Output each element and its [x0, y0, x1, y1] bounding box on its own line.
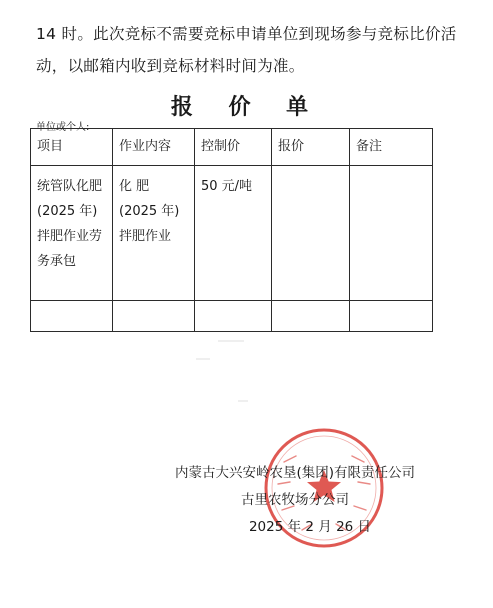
unit-label: 单位或个人:	[36, 122, 90, 133]
table-blank-row	[31, 301, 433, 332]
blank-cell	[31, 301, 113, 332]
header-remark: 备注	[350, 129, 433, 166]
table-header-row	[31, 129, 433, 166]
header-content: 作业内容	[113, 129, 195, 166]
header-quote: 报价	[272, 129, 350, 166]
quote-table	[30, 128, 433, 332]
blank-cell	[272, 301, 350, 332]
blank-cell	[350, 301, 433, 332]
scan-smudge	[218, 340, 244, 342]
notice-line-2: 动，以邮箱内收到竞标材料时间为准。	[36, 57, 305, 75]
cell-control-price: 50 元/吨	[195, 166, 272, 301]
blank-cell	[195, 301, 272, 332]
signature-block	[150, 460, 440, 541]
signature-date: 2025 年 2 月 26 日	[248, 519, 372, 535]
cell-content: 化 肥 (2025 年)拌肥作业	[113, 166, 195, 301]
cell-quote[interactable]	[272, 166, 350, 301]
cell-project: 统管队化肥(2025 年)拌肥作业劳务承包	[31, 166, 113, 301]
scan-smudge	[238, 400, 248, 402]
signature-company: 内蒙古大兴安岭农垦(集团)有限责任公司	[174, 465, 416, 481]
notice-line-1: 14 时。此次竞标不需要竞标申请单位到现场参与竞标比价活	[36, 25, 457, 43]
cell-remark[interactable]	[350, 166, 433, 301]
header-project: 项目	[31, 129, 113, 166]
header-control-price: 控制价	[195, 129, 272, 166]
signature-branch: 古里农牧场分公司	[241, 492, 349, 508]
table-row	[31, 166, 433, 301]
form-title: 报 价 单	[170, 94, 323, 120]
blank-cell	[113, 301, 195, 332]
notice-paragraph	[36, 18, 476, 82]
scan-smudge	[196, 358, 210, 360]
